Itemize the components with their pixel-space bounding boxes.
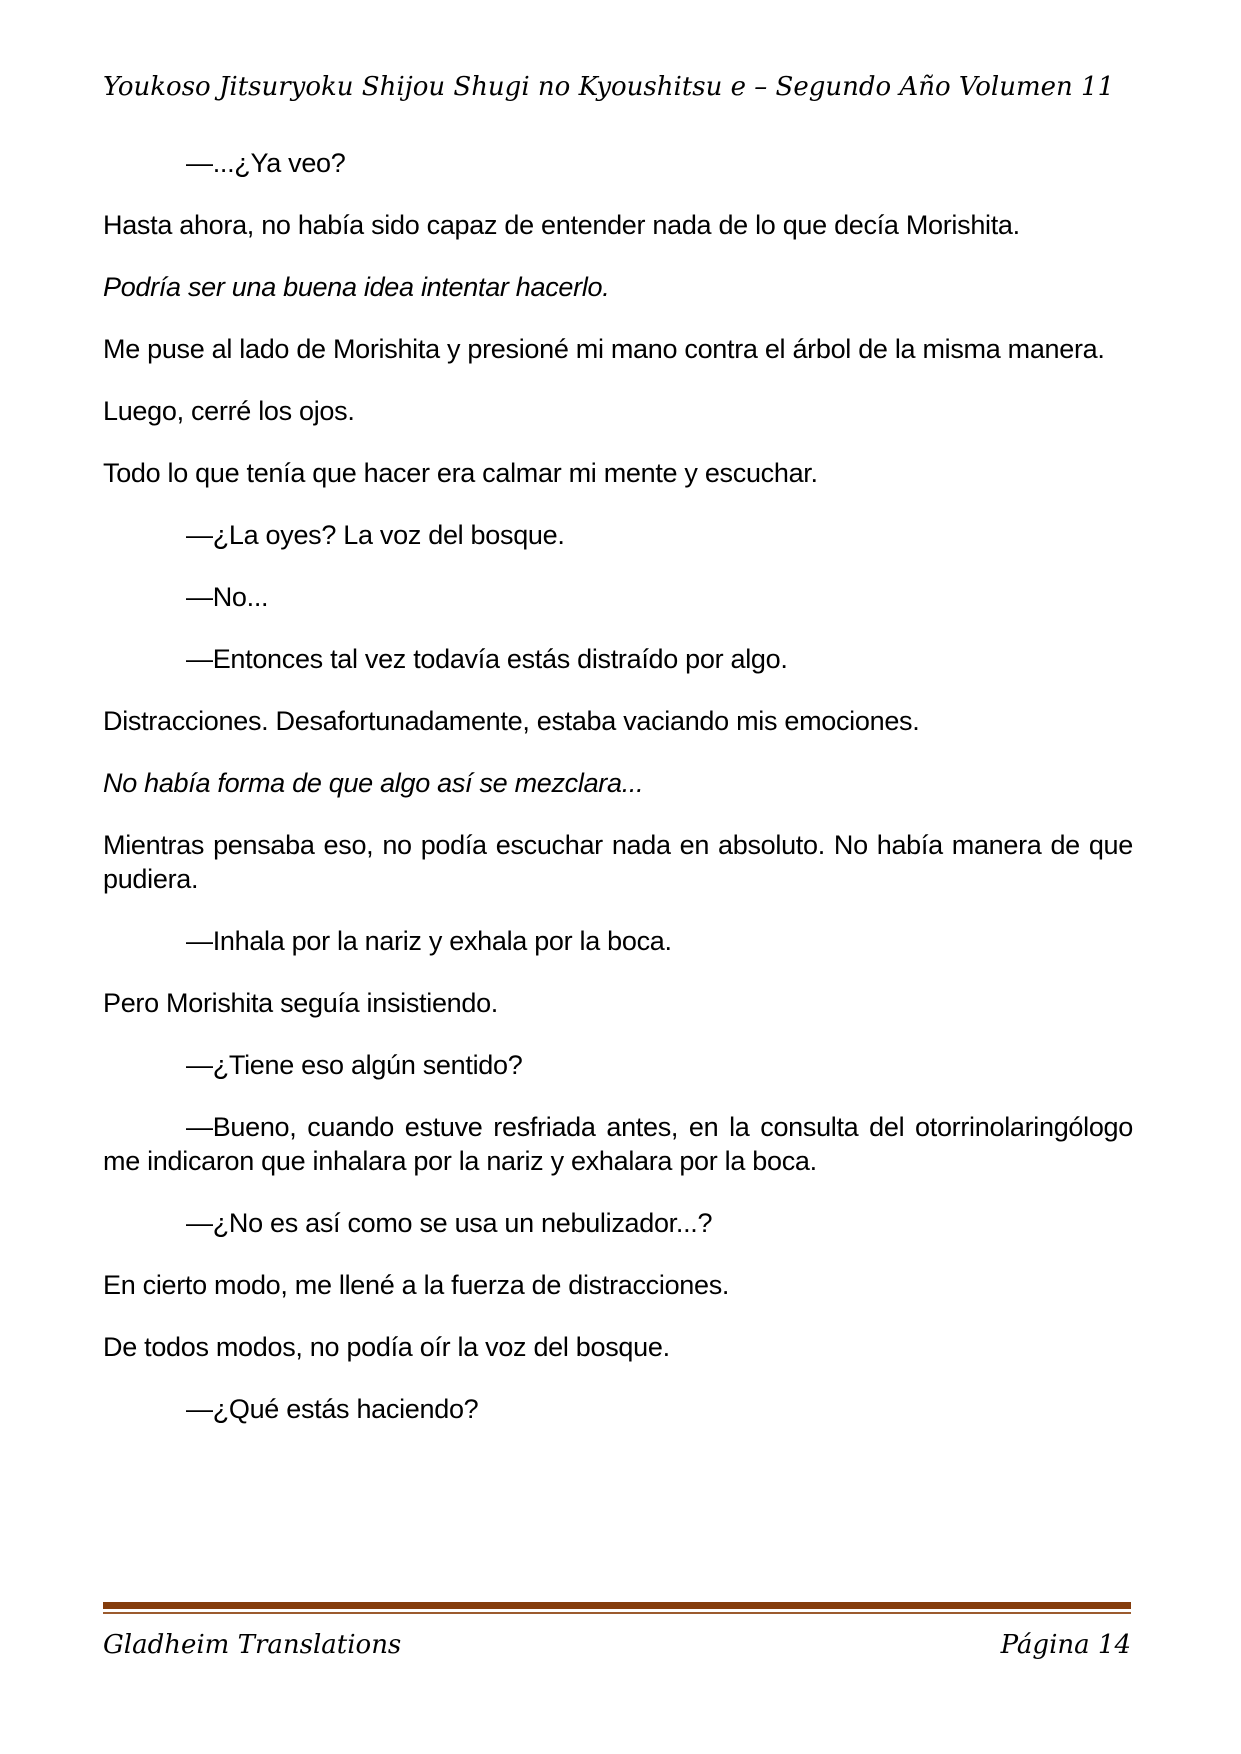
paragraph: —¿La oyes? La voz del bosque. (186, 520, 565, 550)
paragraph: Luego, cerré los ojos. (103, 396, 355, 426)
paragraph: —¿Tiene eso algún sentido? (186, 1050, 523, 1080)
paragraph: —Entonces tal vez todavía estás distraído por algo. (186, 644, 788, 674)
document-body (103, 146, 1133, 1454)
paragraph: —Inhala por la nariz y exhala por la boca. (186, 926, 672, 956)
paragraph: Pero Morishita seguía insistiendo. (103, 988, 499, 1018)
page-header (103, 72, 1131, 102)
paragraph: —¿No es así como se usa un nebulizador...? (186, 1208, 713, 1238)
paragraph: Todo lo que tenía que hacer era calmar mi mente y escuchar. (103, 458, 818, 488)
paragraph: Podría ser una buena idea intentar hacerlo. (103, 272, 610, 302)
paragraph: —No... (186, 582, 269, 612)
paragraph: No había forma de que algo así se mezclara... (103, 768, 644, 798)
paragraph: —...¿Ya veo? (186, 148, 346, 178)
paragraph: Distracciones. Desafortunadamente, estaba vaciando mis emociones. (103, 706, 920, 736)
footer-page-number: Página 14 (1000, 1630, 1131, 1660)
footer-rule-thick-line (103, 1602, 1131, 1609)
footer-rule (103, 1602, 1131, 1614)
paragraph: Hasta ahora, no había sido capaz de entender nada de lo que decía Morishita. (103, 210, 1020, 240)
footer-translator-credit: Gladheim Translations (103, 1630, 402, 1660)
paragraph: —¿Qué estás haciendo? (186, 1394, 479, 1424)
paragraph: En cierto modo, me llené a la fuerza de distracciones. (103, 1270, 730, 1300)
paragraph: De todos modos, no podía oír la voz del bosque. (103, 1332, 670, 1362)
footer-rule-thin-line (103, 1612, 1131, 1614)
page-footer (103, 1630, 1131, 1660)
paragraph: Me puse al lado de Morishita y presioné mi mano contra el árbol de la misma manera. (103, 334, 1105, 364)
header-title: Youkoso Jitsuryoku Shijou Shugi no Kyoushitsu e – Segundo Año Volumen 11 (103, 72, 1115, 102)
paragraph: —Bueno, cuando estuve resfriada antes, en la consulta del otorrinolaringólogo me indicaron que inhalara por la nariz y exhalara por la boca. (103, 1112, 1133, 1176)
paragraph: Mientras pensaba eso, no podía escuchar nada en absoluto. No había manera de que pudiera. (103, 830, 1133, 894)
